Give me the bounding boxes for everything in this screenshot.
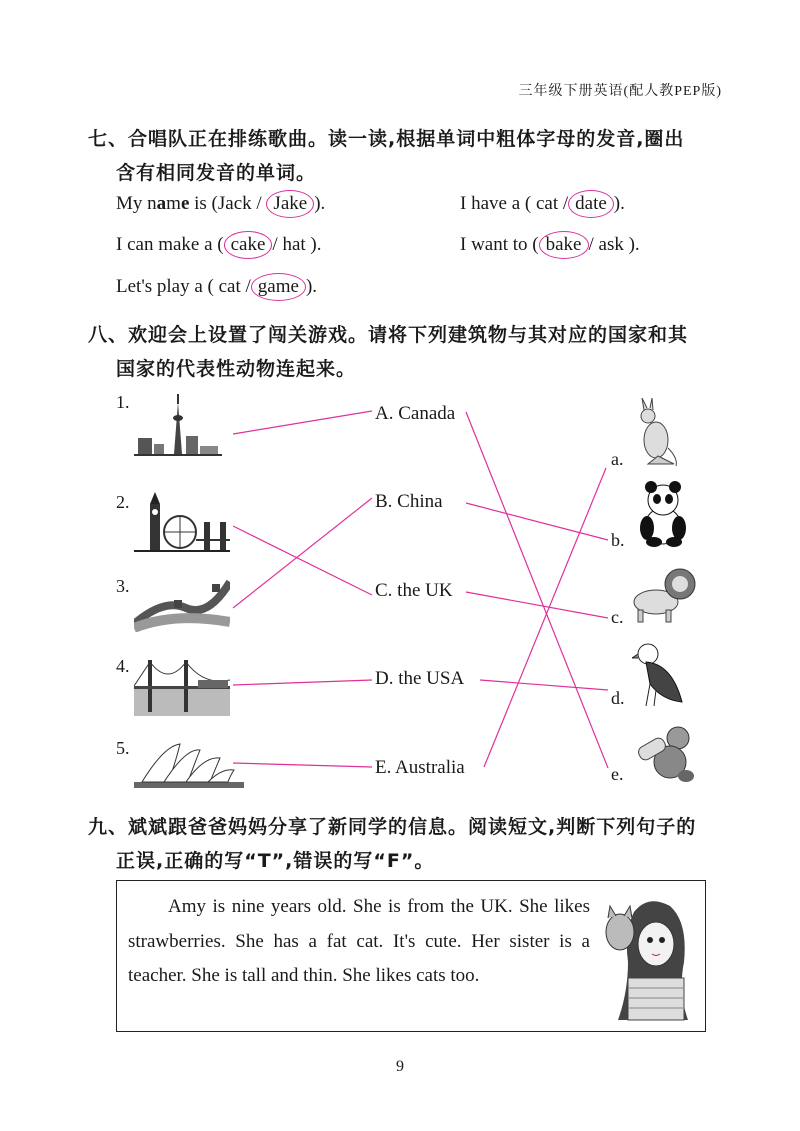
country-uk: C. the UK xyxy=(375,580,453,601)
section9-title-line2: 正误,正确的写“T”,错误的写“F”。 xyxy=(116,850,435,872)
line-5-australia xyxy=(233,763,372,767)
section7-title-line2: 含有相同发音的单词。 xyxy=(116,162,317,184)
building-number: 1. xyxy=(116,392,130,412)
line-4-usa xyxy=(233,680,372,685)
circled-answer: bake xyxy=(539,231,589,259)
s7-item-1: My name is (Jack / Jake ). xyxy=(116,190,325,218)
line-2-uk xyxy=(233,526,372,595)
country-usa: D. the USA xyxy=(375,668,465,689)
page-number: 9 xyxy=(396,1058,404,1075)
circled-answer: game xyxy=(251,273,306,301)
s7-item-4: I want to ( bake / ask ). xyxy=(460,231,640,259)
reading-passage: Amy is nine years old. She is from the UK. She likes strawberries. She has a fat cat. It's cute. Her sister is a teacher. She is tall and thin. She likes cats too. xyxy=(128,896,590,986)
animal-label: c. xyxy=(611,607,624,627)
section8-title-line2: 国家的代表性动物连起来。 xyxy=(116,358,357,380)
section9-title-line1: 九、斌斌跟爸爸妈妈分享了新同学的信息。阅读短文,判断下列句子的 xyxy=(88,816,697,838)
section8-title-line1: 八、欢迎会上设置了闯关游戏。请将下列建筑物与其对应的国家和其 xyxy=(88,324,689,346)
country-china: B. China xyxy=(375,491,443,512)
animal-label: b. xyxy=(611,530,625,550)
country-australia: E. Australia xyxy=(375,757,465,778)
animal-label: d. xyxy=(611,688,625,708)
animal-label: e. xyxy=(611,764,624,784)
s7-item-3: I can make a ( cake / hat ). xyxy=(116,231,322,259)
line-1-canada xyxy=(233,411,372,434)
line-usa-d xyxy=(480,680,608,690)
page-header: 三年级下册英语(配人教PEP版) xyxy=(518,84,722,99)
line-china-b xyxy=(466,503,608,540)
line-uk-c xyxy=(466,592,608,618)
country-canada: A. Canada xyxy=(375,403,456,424)
building-number: 2. xyxy=(116,492,130,512)
s7-item-5: Let's play a ( cat / game ). xyxy=(116,273,317,301)
building-number: 5. xyxy=(116,738,130,758)
building-number: 4. xyxy=(116,656,130,676)
animal-label: a. xyxy=(611,449,624,469)
girl-with-cat-icon xyxy=(598,892,694,1022)
circled-answer: cake xyxy=(224,231,273,259)
line-canada-e xyxy=(466,412,608,768)
circled-answer: Jake xyxy=(266,190,314,218)
s7-item-2: I have a ( cat / date ). xyxy=(460,190,625,218)
line-3-china xyxy=(233,498,372,608)
section7-title-line1: 七、合唱队正在排练歌曲。读一读,根据单词中粗体字母的发音,圈出 xyxy=(88,128,685,150)
circled-answer: date xyxy=(568,190,614,218)
building-number: 3. xyxy=(116,576,130,596)
